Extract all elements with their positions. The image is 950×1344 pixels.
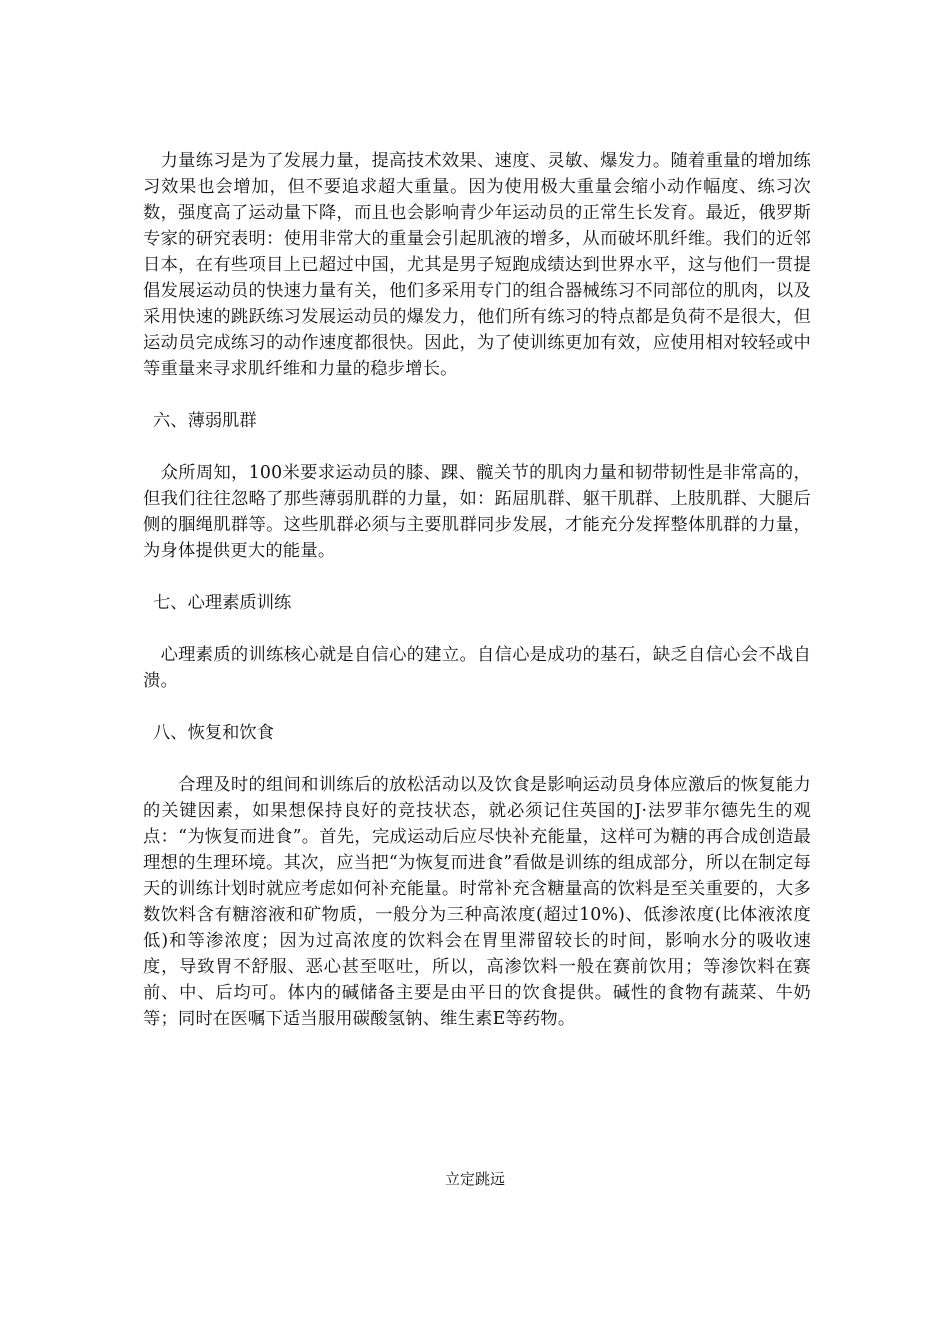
page-footer: 立定跳远 — [444, 1170, 505, 1188]
section-heading-psychology: 七、心理素质训练 — [153, 593, 292, 613]
paragraph-psychology: 心理素质的训练核心就是自信心的建立。自信心是成功的基石，缺乏自信心会不战自溃。 — [143, 645, 811, 691]
paragraph-weak-muscles: 众所周知，100米要求运动员的膝、踝、髋关节的肌肉力量和韧带韧性是非常高的，但我们往往忽略了那些薄弱肌群的力量，如：跖屈肌群、躯干肌群、上肢肌群、大腿后侧的腘绳肌群等。这些肌群必须与主要肌群同步发展，才能充分发挥整体肌群的力量，为身体提供更大的能量。 — [143, 463, 811, 561]
paragraph-strength-training: 力量练习是为了发展力量，提高技术效果、速度、灵敏、爆发力。随着重量的增加练习效果也会增加，但不要追求超大重量。因为使用极大重量会缩小动作幅度、练习次数，强度高了运动量下降，而且也会影响青少年运动员的正常生长发育。最近，俄罗斯专家的研究表明：使用非常大的重量会引起肌液的增多，从而破坏肌纤维。我们的近邻日本，在有些项目上已超过中国，尤其是男子短跑成绩达到世界水平，这与他们一贯提倡发展运动员的快速力量有关，他们多采用专门的组合器械练习不同部位的肌肉，以及采用快速的跳跃练习发展运动员的爆发力，他们所有练习的特点都是负荷不是很大，但运动员完成练习的动作速度都很快。因此，为了使训练更加有效，应使用相对较轻或中等重量来寻求肌纤维和力量的稳步增长。 — [143, 151, 811, 379]
paragraph-recovery-diet: 合理及时的组间和训练后的放松活动以及饮食是影响运动员身体应激后的恢复能力的关键因素，如果想保持良好的竞技状态，就必须记住英国的J·法罗菲尔德先生的观点：“为恢复而进食”。首先，完成运动后应尽快补充能量，这样可为糖的再合成创造最理想的生理环境。其次，应当把“为恢复而进食”看做是训练的组成部分，所以在制定每天的训练计划时就应考虑如何补充能量。时常补充含糖量高的饮料是至关重要的，大多数饮料含有糖溶液和矿物质，一般分为三种高浓度(超过10%)、低渗浓度(比体液浓度低)和等渗浓度；因为过高浓度的饮料会在胃里滞留较长的时间，影响水分的吸收速度，导致胃不舒服、恶心甚至呕吐，所以，高渗饮料一般在赛前饮用；等渗饮料在赛前、中、后均可。体内的碱储备主要是由平日的饮食提供。碱性的食物有蔬菜、牛奶等；同时在医嘱下适当服用碳酸氢钠、维生素E等药物。 — [143, 775, 811, 1029]
document-body — [143, 148, 811, 1032]
section-heading-recovery-diet: 八、恢复和饮食 — [153, 723, 274, 743]
section-heading-weak-muscles: 六、薄弱肌群 — [153, 411, 257, 431]
